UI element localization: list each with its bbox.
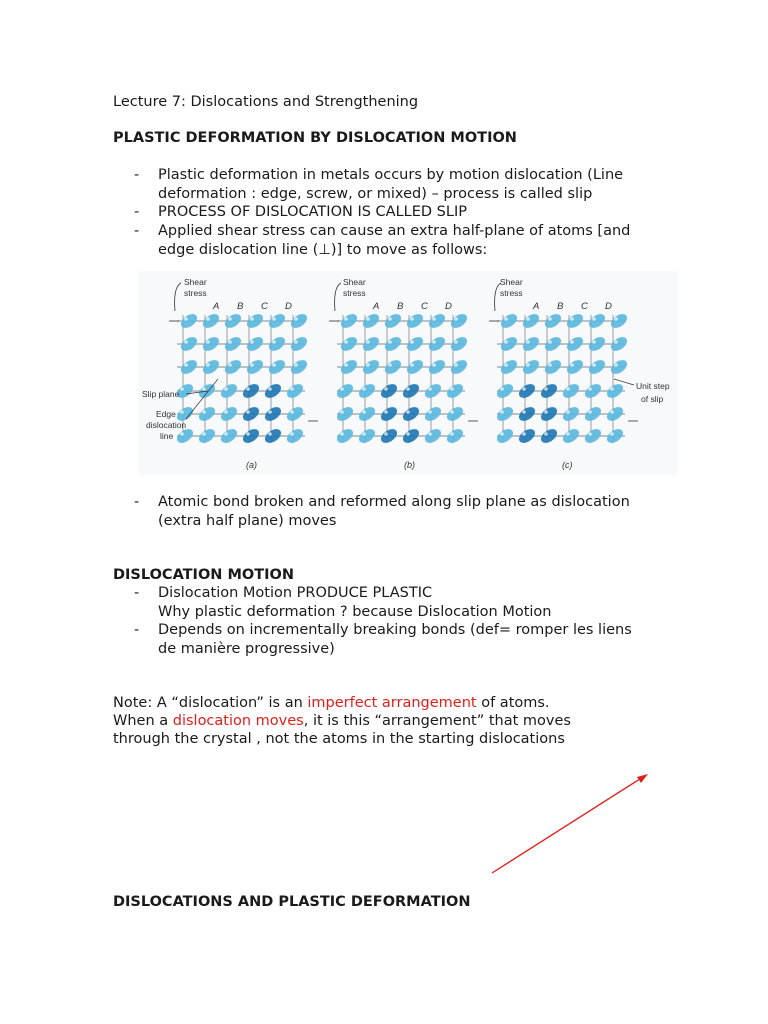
- atom-highlight: [432, 340, 436, 344]
- note-highlight: imperfect arrangement: [307, 695, 477, 711]
- atom-highlight: [184, 317, 188, 321]
- atom-highlight: [388, 317, 392, 321]
- column-label: A: [373, 301, 380, 312]
- atom-highlight: [202, 410, 206, 414]
- atom-highlight: [388, 340, 392, 344]
- atom-highlight: [228, 317, 232, 321]
- atom-highlight: [592, 340, 596, 344]
- section-heading-plastic-deformation: PLASTIC DEFORMATION BY DISLOCATION MOTION: [113, 130, 517, 146]
- atom-highlight: [344, 340, 348, 344]
- bullet-dash: -: [134, 494, 140, 510]
- atom-highlight: [362, 432, 366, 436]
- atom-highlight: [450, 387, 454, 391]
- atom-highlight: [250, 340, 254, 344]
- edge-dislocation-label: line: [160, 431, 174, 441]
- atom-highlight: [290, 387, 294, 391]
- bullet-dash: -: [134, 585, 140, 601]
- column-label: D: [445, 301, 452, 312]
- atom-highlight: [340, 432, 344, 436]
- atom-highlight: [268, 387, 272, 391]
- atom-highlight: [544, 432, 548, 436]
- atom-highlight: [272, 317, 276, 321]
- column-label: B: [557, 301, 564, 312]
- atom-highlight: [362, 387, 366, 391]
- note-highlight: dislocation moves: [172, 713, 304, 729]
- atom-highlight: [592, 363, 596, 367]
- dislocation-slip-figure: [138, 271, 678, 475]
- atom-highlight: [294, 317, 298, 321]
- bullet-text-line: Atomic bond broken and reformed along slip plane as dislocation: [158, 494, 630, 510]
- atom-highlight: [388, 363, 392, 367]
- atom-highlight: [428, 432, 432, 436]
- atom-highlight: [566, 410, 570, 414]
- section-heading-dislocations-plastic-deformation: DISLOCATIONS AND PLASTIC DEFORMATION: [113, 894, 471, 910]
- atom-highlight: [592, 317, 596, 321]
- atom-highlight: [570, 317, 574, 321]
- bullet-text-line: Plastic deformation in metals occurs by motion dislocation (Line: [158, 167, 624, 183]
- figure-caption: (c): [562, 460, 573, 470]
- red-arrow-annotation: [480, 765, 660, 880]
- note-text: Note: A “dislocation” is an: [113, 695, 308, 711]
- atom-highlight: [206, 340, 210, 344]
- atom-highlight: [526, 363, 530, 367]
- atom-highlight: [290, 410, 294, 414]
- atom-highlight: [180, 410, 184, 414]
- atom-highlight: [366, 317, 370, 321]
- atom-highlight: [588, 432, 592, 436]
- figure-caption: (b): [404, 460, 415, 470]
- column-label: C: [261, 301, 268, 312]
- atom-highlight: [454, 317, 458, 321]
- atom-highlight: [544, 410, 548, 414]
- atom-highlight: [522, 432, 526, 436]
- atom-highlight: [548, 340, 552, 344]
- atom-highlight: [384, 432, 388, 436]
- atom-highlight: [268, 410, 272, 414]
- atom-highlight: [202, 387, 206, 391]
- note-text: When a: [113, 713, 173, 729]
- atom-highlight: [206, 317, 210, 321]
- atom-highlight: [610, 410, 614, 414]
- unit-step-label: of slip: [641, 394, 664, 404]
- slip-plane-label: Slip plane: [142, 389, 180, 399]
- atom-highlight: [184, 340, 188, 344]
- column-label: D: [605, 301, 612, 312]
- atom-highlight: [614, 363, 618, 367]
- atom-highlight: [340, 387, 344, 391]
- atom-highlight: [384, 387, 388, 391]
- atom-highlight: [344, 317, 348, 321]
- atom-highlight: [250, 363, 254, 367]
- column-label: B: [397, 301, 404, 312]
- atom-highlight: [548, 317, 552, 321]
- atom-highlight: [268, 432, 272, 436]
- atom-highlight: [340, 410, 344, 414]
- atom-highlight: [410, 317, 414, 321]
- atom-highlight: [500, 432, 504, 436]
- atom-highlight: [548, 363, 552, 367]
- atom-highlight: [246, 387, 250, 391]
- atom-highlight: [566, 387, 570, 391]
- document-title: Lecture 7: Dislocations and Strengthening: [113, 94, 419, 110]
- atom-highlight: [566, 432, 570, 436]
- bullet-text-line: Depends on incrementally breaking bonds (def= romper les liens: [158, 622, 632, 638]
- shear-label: Shear: [500, 277, 523, 287]
- atom-highlight: [544, 387, 548, 391]
- column-label: C: [581, 301, 588, 312]
- atom-highlight: [500, 410, 504, 414]
- atom-highlight: [406, 387, 410, 391]
- atom-highlight: [522, 410, 526, 414]
- shear-label: Shear: [184, 277, 207, 287]
- atom-highlight: [272, 340, 276, 344]
- atom-highlight: [614, 317, 618, 321]
- atom-highlight: [610, 387, 614, 391]
- atom-highlight: [588, 410, 592, 414]
- atom-highlight: [432, 317, 436, 321]
- atom-highlight: [224, 432, 228, 436]
- atom-highlight: [410, 363, 414, 367]
- atom-highlight: [228, 363, 232, 367]
- atom-highlight: [500, 387, 504, 391]
- note-text: , it is this “arrangement” that moves: [303, 713, 571, 729]
- atom-highlight: [428, 387, 432, 391]
- atom-highlight: [570, 340, 574, 344]
- atom-highlight: [570, 363, 574, 367]
- bullet-text-line: (extra half plane) moves: [158, 512, 337, 529]
- note-line: through the crystal , not the atoms in the starting dislocations: [113, 731, 565, 747]
- atom-highlight: [344, 363, 348, 367]
- atom-highlight: [406, 432, 410, 436]
- figure-caption: (a): [246, 460, 257, 470]
- bullet-text-line: Dislocation Motion PRODUCE PLASTIC: [158, 585, 433, 601]
- shear-label: stress: [500, 288, 523, 298]
- note-text: of atoms.: [476, 695, 550, 711]
- atom-highlight: [504, 363, 508, 367]
- bullet-text-line: Applied shear stress can cause an extra half-plane of atoms [and: [158, 223, 631, 239]
- atom-highlight: [224, 387, 228, 391]
- atom-highlight: [206, 363, 210, 367]
- atom-highlight: [366, 363, 370, 367]
- atom-highlight: [250, 317, 254, 321]
- atom-highlight: [246, 410, 250, 414]
- atom-highlight: [184, 363, 188, 367]
- atom-highlight: [366, 340, 370, 344]
- shear-label: stress: [343, 288, 366, 298]
- atom-highlight: [362, 410, 366, 414]
- bullet-text-line: deformation : edge, screw, or mixed) – process is called slip: [158, 185, 593, 202]
- bullet-dash: -: [134, 167, 140, 183]
- atom-highlight: [610, 432, 614, 436]
- bullet-text-line: de manière progressive): [158, 640, 335, 657]
- bullet-dash: -: [134, 622, 140, 638]
- shear-label: stress: [184, 288, 207, 298]
- atom-highlight: [180, 432, 184, 436]
- atom-highlight: [224, 410, 228, 414]
- edge-dislocation-label: dislocation: [146, 420, 187, 430]
- atom-highlight: [504, 340, 508, 344]
- atom-highlight: [228, 340, 232, 344]
- atom-highlight: [384, 410, 388, 414]
- section-heading-dislocation-motion: DISLOCATION MOTION: [113, 567, 294, 583]
- atom-highlight: [450, 432, 454, 436]
- note-line: [113, 712, 571, 730]
- note-line: [113, 694, 550, 712]
- atom-highlight: [454, 363, 458, 367]
- column-label: B: [237, 301, 244, 312]
- atom-highlight: [614, 340, 618, 344]
- atom-highlight: [410, 340, 414, 344]
- atom-highlight: [588, 387, 592, 391]
- atom-highlight: [272, 363, 276, 367]
- atom-highlight: [428, 410, 432, 414]
- column-label: A: [533, 301, 540, 312]
- bullet-text-line: PROCESS OF DISLOCATION IS CALLED SLIP: [158, 204, 467, 220]
- atom-highlight: [406, 410, 410, 414]
- shear-label: Shear: [343, 277, 366, 287]
- unit-step-label: Unit step: [636, 381, 670, 391]
- atom-highlight: [290, 432, 294, 436]
- atom-highlight: [202, 432, 206, 436]
- atom-highlight: [522, 387, 526, 391]
- atom-highlight: [526, 340, 530, 344]
- column-label: D: [285, 301, 292, 312]
- atom-highlight: [294, 363, 298, 367]
- atom-highlight: [246, 432, 250, 436]
- column-label: A: [213, 301, 220, 312]
- atom-highlight: [180, 387, 184, 391]
- atom-highlight: [450, 410, 454, 414]
- atom-highlight: [294, 340, 298, 344]
- bullet-text-line: Why plastic deformation ? because Dislocation Motion: [158, 603, 552, 620]
- bullet-dash: -: [134, 223, 140, 239]
- atom-highlight: [454, 340, 458, 344]
- atom-highlight: [432, 363, 436, 367]
- atom-highlight: [504, 317, 508, 321]
- bullet-text-line: edge dislocation line (⊥)] to move as follows:: [158, 241, 488, 258]
- atom-highlight: [526, 317, 530, 321]
- column-label: C: [421, 301, 428, 312]
- bullet-dash: -: [134, 204, 140, 220]
- edge-dislocation-label: Edge: [156, 409, 176, 419]
